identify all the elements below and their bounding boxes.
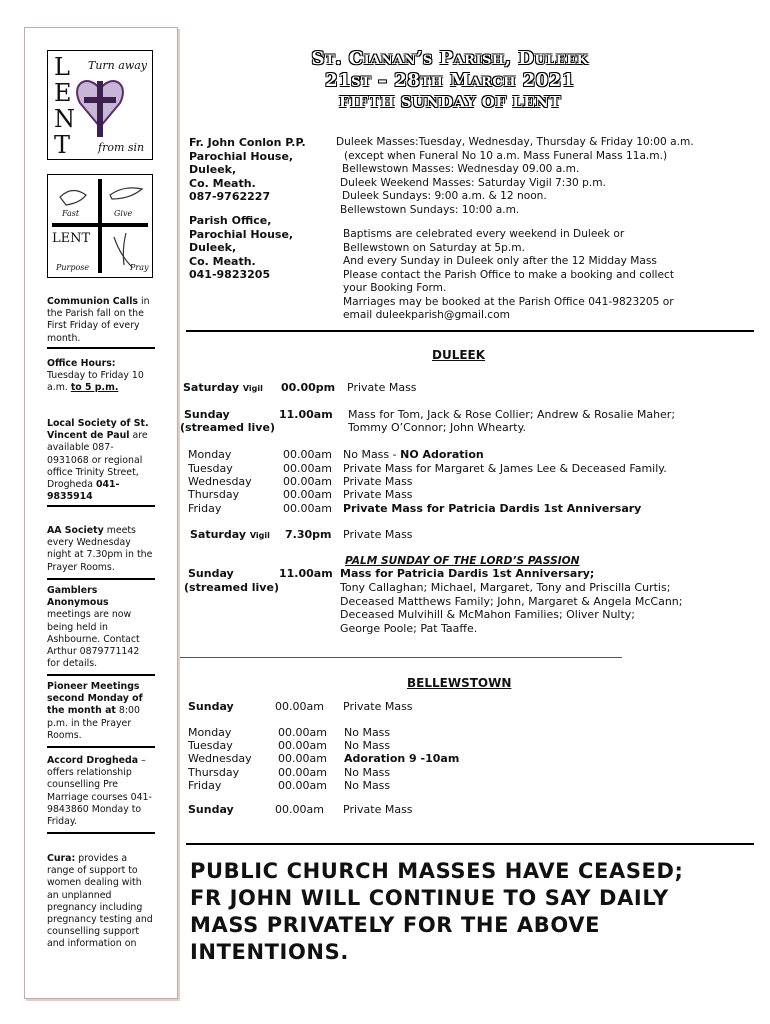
office-hours-title: Office Hours: bbox=[47, 358, 116, 369]
duleek-weekday-label: Monday bbox=[188, 448, 232, 461]
info-line: Duleek Masses:Tuesday, Wednesday, Thursday & Friday 10:00 a.m. bbox=[336, 136, 694, 148]
bell-sun-time: 00.00am bbox=[275, 700, 324, 713]
weekday-text: No Mass - bbox=[343, 448, 401, 461]
info-line: Bellewstown on Saturday at 5p.m. bbox=[343, 241, 525, 254]
duleek-sat2-text: Private Mass bbox=[343, 528, 413, 541]
bell-weekday-label: Tuesday bbox=[188, 739, 233, 752]
duleek-weekday-text bbox=[343, 462, 667, 476]
office-line: Duleek, bbox=[189, 241, 237, 254]
duleek-sun2-time: 11.00am bbox=[279, 567, 333, 580]
duleek-weekday-label: Friday bbox=[188, 502, 222, 515]
duleek-sun2-stream: (streamed live) bbox=[184, 581, 279, 594]
accord-block bbox=[47, 755, 155, 834]
notice-divider bbox=[186, 843, 754, 845]
duleek-sun-time: 11.00am bbox=[279, 408, 333, 421]
bell-sun-text: Private Mass bbox=[343, 700, 413, 713]
duleek-weekday-text bbox=[343, 448, 484, 462]
duleek-sun-stream: (streamed live) bbox=[180, 421, 275, 434]
duleek-sat-day bbox=[183, 381, 263, 396]
day-label: Saturday bbox=[190, 528, 246, 541]
weekday-text: Private Mass bbox=[343, 488, 413, 501]
duleek-weekday-time: 00.00am bbox=[283, 448, 332, 461]
cura-text: provides a range of support to women dealing with an unplanned pregnancy including pregnancy testing and counselling support and information on bbox=[47, 853, 153, 950]
office-contact bbox=[189, 214, 339, 282]
bell-sun2-day: Sunday bbox=[188, 803, 234, 816]
info-line: Bellewstown Masses: Wednesday 09.00 a.m. bbox=[342, 163, 580, 175]
office-line: Parish Office, bbox=[189, 214, 272, 227]
office-phone: 041-9823205 bbox=[189, 268, 271, 281]
weekday-bold-text: NO Adoration bbox=[400, 448, 484, 461]
bell-weekday-text: Adoration 9 -10am bbox=[344, 752, 460, 765]
duleek-sat2-time: 7.30pm bbox=[285, 528, 332, 541]
bell-weekday-time: 00.00am bbox=[278, 726, 327, 739]
bell-weekday-label: Thursday bbox=[188, 766, 240, 779]
sunday-title: FIFTH SUNDAY OF LENT bbox=[338, 93, 562, 111]
svdp-title: Local Society of St. Vincent de Paul bbox=[47, 418, 149, 442]
priest-line: Co. Meath. bbox=[189, 176, 256, 190]
pioneer-title: Pioneer Meetings second Monday of the month at bbox=[47, 681, 143, 717]
palm-sunday-heading: PALM SUNDAY OF THE LORD’S PASSION bbox=[345, 555, 580, 567]
duleek-weekday-label: Thursday bbox=[188, 488, 240, 501]
duleek-sun2-line: George Poole; Pat Taaffe. bbox=[340, 622, 478, 635]
priest-line: Fr. John Conlon P.P. bbox=[189, 136, 306, 149]
parish-title: St. Cianan’s Parish, Duleek bbox=[311, 48, 589, 69]
bell-weekday-label: Friday bbox=[188, 779, 222, 792]
office-hours-tail: to 5 p.m. bbox=[70, 382, 119, 394]
duleek-weekday-label: Wednesday bbox=[188, 475, 252, 488]
cura-block bbox=[47, 853, 155, 951]
bell-weekday-text: No Mass bbox=[344, 726, 391, 739]
sidebar bbox=[24, 27, 178, 999]
office-hours-block bbox=[47, 358, 155, 395]
duleek-weekday-time: 00.00am bbox=[283, 502, 332, 515]
divider bbox=[186, 330, 754, 332]
duleek-weekday-time: 00.00am bbox=[283, 475, 332, 488]
bellewstown-heading: BELLEWSTOWN bbox=[407, 676, 512, 690]
duleek-sun-text: Tommy O’Connor; John Whearty. bbox=[348, 421, 527, 434]
bell-sun-day: Sunday bbox=[188, 700, 234, 713]
lent-label: LENT bbox=[52, 231, 91, 246]
bell-weekday-label: Wednesday bbox=[188, 752, 252, 765]
vigil-label: Vigil bbox=[242, 384, 263, 393]
bell-sun2-time: 00.00am bbox=[275, 803, 324, 816]
priest-line: Parochial House, bbox=[189, 149, 294, 163]
duleek-heading: DULEEK bbox=[432, 348, 486, 362]
duleek-weekday-text bbox=[343, 488, 413, 502]
duleek-weekday-text bbox=[343, 502, 641, 516]
svdp-phone: 041-9835914 bbox=[47, 479, 120, 503]
bell-weekday-time: 00.00am bbox=[278, 766, 327, 779]
notice-line: MASS PRIVATELY FOR THE ABOVE bbox=[190, 913, 601, 937]
info-line: (except when Funeral No 10 a.m. Mass Funeral Mass 11a.m.) bbox=[344, 149, 668, 162]
communion-text: in the Parish fall on the First Friday of every month. bbox=[47, 296, 150, 344]
accord-title: Accord Drogheda bbox=[47, 755, 139, 766]
lent-logo-turn-away bbox=[47, 50, 153, 160]
office-line: Co. Meath. bbox=[189, 254, 256, 268]
bell-weekday-time: 00.00am bbox=[278, 779, 327, 792]
office-line: Parochial House, bbox=[189, 227, 294, 241]
info-line: Bellewstown Sundays: 10:00 a.m. bbox=[340, 203, 520, 216]
weekday-text: Private Mass bbox=[343, 475, 413, 488]
duleek-weekday-text bbox=[343, 475, 413, 489]
bell-weekday-time: 00.00am bbox=[278, 739, 327, 752]
bell-weekday-text: No Mass bbox=[344, 766, 391, 779]
purpose-label: Purpose bbox=[56, 263, 90, 272]
info-line: And every Sunday in Duleek only after the 12 Midday Mass bbox=[343, 255, 657, 267]
duleek-sat-text: Private Mass bbox=[347, 381, 417, 394]
masses-ceased-notice bbox=[190, 858, 750, 966]
duleek-sun2-line: Deceased Matthews Family; John, Margaret & Angela McCann; bbox=[340, 595, 683, 608]
lent-logo-fast-give-pray bbox=[47, 174, 153, 278]
pray-label: Pray bbox=[130, 263, 149, 272]
gamblers-title: Gamblers Anonymous bbox=[47, 585, 109, 609]
svdp-text: are available 087-0931068 or regional office Trinity Street, Drogheda bbox=[47, 430, 148, 491]
aa-title: AA Society bbox=[47, 525, 104, 536]
duleek-sun-text: Mass for Tom, Jack & Rose Collier; Andrew & Rosalie Maher; bbox=[348, 408, 676, 421]
duleek-sun2-line: Tony Callaghan; Michael, Margaret, Tony and Priscilla Curtis; bbox=[340, 581, 671, 594]
duleek-sat-time: 00.00pm bbox=[281, 381, 336, 394]
duleek-weekday-time: 00.00am bbox=[283, 462, 332, 475]
priest-contact bbox=[189, 136, 339, 204]
duleek-sun2-line: Deceased Mulvihill & McMahon Families; Oliver Nulty; bbox=[340, 608, 636, 621]
bell-sun2-text: Private Mass bbox=[343, 803, 413, 816]
duleek-weekday-label: Tuesday bbox=[188, 462, 233, 475]
svdp-block bbox=[47, 418, 155, 507]
lent-letter-t: T bbox=[54, 131, 71, 159]
notice-line: PUBLIC CHURCH MASSES HAVE CEASED; bbox=[190, 859, 684, 883]
duleek-sun-day: Sunday bbox=[184, 408, 230, 421]
turn-away-text: Turn away bbox=[88, 59, 148, 72]
thin-divider bbox=[180, 657, 622, 658]
notice-line: INTENTIONS. bbox=[190, 940, 349, 964]
info-line: Duleek Weekend Masses: Saturday Vigil 7:30 p.m. bbox=[340, 176, 606, 189]
duleek-weekday-time: 00.00am bbox=[283, 488, 332, 501]
communion-calls-block bbox=[47, 296, 155, 349]
lent-letter-e: E bbox=[54, 79, 72, 107]
info-line: Duleek Sundays: 9:00 a.m. & 12 noon. bbox=[342, 190, 547, 202]
weekday-bold-text: Private Mass for Patricia Dardis 1st Anniversary bbox=[343, 502, 642, 515]
notice-line: FR JOHN WILL CONTINUE TO SAY DAILY bbox=[190, 886, 669, 910]
gamblers-text: meetings are now being held in Ashbourne. Contact Arthur 0879771142 for details. bbox=[47, 609, 140, 670]
lent-letter-l: L bbox=[54, 53, 70, 81]
duleek-sun2-day: Sunday bbox=[188, 567, 234, 580]
gamblers-block bbox=[47, 585, 155, 676]
baptism-info bbox=[343, 228, 674, 323]
lent-letter-n: N bbox=[54, 105, 75, 133]
bell-weekday-text: No Mass bbox=[344, 739, 391, 752]
vigil-label: Vigil bbox=[249, 531, 270, 540]
duleek-sat2-day bbox=[190, 528, 270, 543]
give-label: Give bbox=[114, 209, 133, 218]
bell-weekday-text: No Mass bbox=[344, 779, 391, 792]
date-range: 21st – 28th March 2021 bbox=[325, 70, 575, 91]
fast-label: Fast bbox=[62, 209, 80, 218]
communion-title: Communion Calls bbox=[47, 296, 139, 307]
priest-phone: 087-9762227 bbox=[189, 190, 271, 203]
email-line: email duleekparish@gmail.com bbox=[343, 309, 510, 321]
pioneer-text: 8:00 p.m. in the Prayer Rooms. bbox=[47, 705, 140, 741]
info-line: your Booking Form. bbox=[343, 282, 447, 294]
info-line: Marriages may be booked at the Parish Office 041-9823205 or bbox=[343, 295, 674, 308]
info-line: Please contact the Parish Office to make a booking and collect bbox=[343, 268, 674, 281]
aa-text: meets every Wednesday night at 7.30pm in the Prayer Rooms. bbox=[47, 525, 153, 573]
day-label: Saturday bbox=[183, 381, 239, 394]
priest-line: Duleek, bbox=[189, 163, 237, 176]
cross-quadrants-icon bbox=[48, 175, 152, 277]
info-line: Baptisms are celebrated every weekend in Duleek or bbox=[343, 228, 625, 240]
from-sin-text: from sin bbox=[98, 141, 145, 154]
cura-title: Cura: bbox=[47, 853, 76, 864]
accord-text: – offers relationship counselling Pre Marriage courses 041-9843860 Monday to Friday. bbox=[47, 755, 152, 828]
duleek-sun2-bold: Mass for Patricia Dardis 1st Anniversary; bbox=[340, 567, 595, 580]
aa-society-block bbox=[47, 525, 155, 580]
office-hours-text: Tuesday to Friday 10 a.m. bbox=[47, 370, 144, 394]
weekday-text: Private Mass for Margaret & James Lee & Deceased Family. bbox=[343, 462, 667, 475]
bell-weekday-label: Monday bbox=[188, 726, 232, 739]
pioneer-block bbox=[47, 681, 155, 748]
mass-times-info bbox=[336, 136, 694, 217]
bell-weekday-time: 00.00am bbox=[278, 752, 327, 765]
